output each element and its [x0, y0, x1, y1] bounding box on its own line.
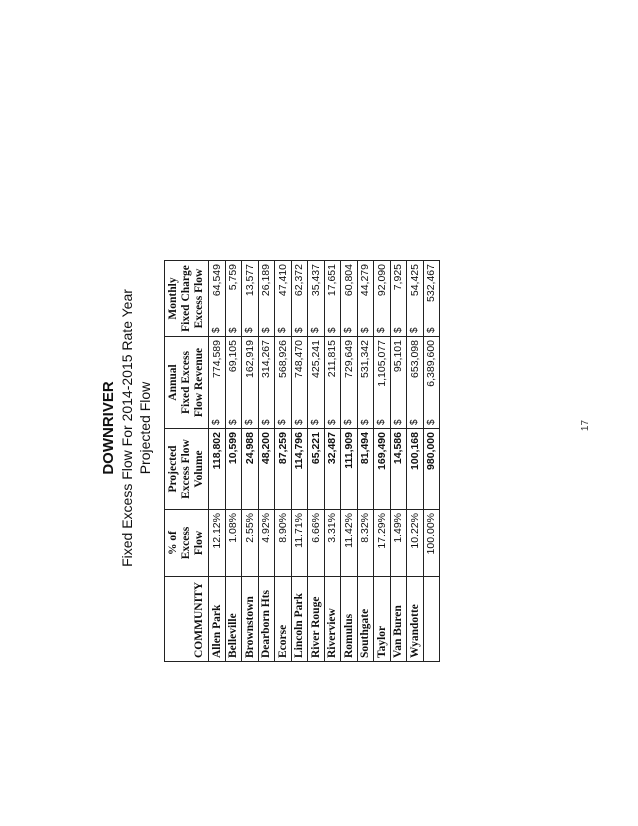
- cell-community: Dearborn Hts: [258, 577, 275, 662]
- cell-revenue: 211,815: [324, 337, 341, 418]
- cell-currency: $: [357, 325, 374, 337]
- page-subtitle: Fixed Excess Flow For 2014-2015 Rate Year: [119, 289, 135, 567]
- header-revenue: Annual Fixed Excess Flow Revenue: [165, 337, 209, 429]
- cell-community: Allen Park: [209, 577, 226, 662]
- cell-community: Taylor: [374, 577, 391, 662]
- table-row: [308, 261, 325, 662]
- cell-revenue: 531,342: [357, 337, 374, 418]
- header-row: [165, 261, 209, 662]
- cell-currency: $: [258, 417, 275, 429]
- cell-pct: 1.08%: [225, 510, 242, 577]
- cell-pct: 10.22%: [407, 510, 424, 577]
- page-title: DOWNRIVER: [100, 381, 117, 475]
- cell-volume: 24,988: [242, 429, 259, 510]
- cell-currency: $: [242, 325, 259, 337]
- cell-revenue: 162,919: [242, 337, 259, 418]
- cell-pct: 11.42%: [341, 510, 358, 577]
- cell-volume: 65,221: [308, 429, 325, 510]
- cell-volume: 32,487: [324, 429, 341, 510]
- cell-currency: $: [324, 325, 341, 337]
- cell-revenue: 729,649: [341, 337, 358, 418]
- table-row: [390, 261, 407, 662]
- cell-charge: 44,279: [357, 261, 374, 326]
- cell-community: Romulus: [341, 577, 358, 662]
- cell-currency: $: [308, 325, 325, 337]
- cell-charge: 7,925: [390, 261, 407, 326]
- table-row: [209, 261, 226, 662]
- cell-community: Wyandotte: [407, 577, 424, 662]
- table-row: [374, 261, 391, 662]
- cell-revenue: 425,241: [308, 337, 325, 418]
- total-volume: 980,000: [423, 429, 440, 510]
- cell-community: Lincoln Park: [291, 577, 308, 662]
- cell-community: Brownstown: [242, 577, 259, 662]
- cell-currency: $: [390, 325, 407, 337]
- page-number: 17: [580, 419, 592, 432]
- cell-pct: 6.66%: [308, 510, 325, 577]
- cell-revenue: 568,926: [275, 337, 292, 418]
- cell-community: Riverview: [324, 577, 341, 662]
- cell-currency: $: [275, 417, 292, 429]
- header-volume: Projected Excess Flow Volume: [165, 429, 209, 510]
- cell-revenue: 314,267: [258, 337, 275, 418]
- cell-pct: 4.92%: [258, 510, 275, 577]
- title-block: [99, 168, 154, 688]
- cell-volume: 111,909: [341, 429, 358, 510]
- table-row: [225, 261, 242, 662]
- cell-pct: 12.12%: [209, 510, 226, 577]
- cell-pct: 2.55%: [242, 510, 259, 577]
- cell-revenue: 748,470: [291, 337, 308, 418]
- cell-revenue: 95,101: [390, 337, 407, 418]
- cell-currency: $: [341, 325, 358, 337]
- cell-currency: $: [374, 325, 391, 337]
- cell-charge: 60,804: [341, 261, 358, 326]
- table-row: [242, 261, 259, 662]
- cell-volume: 10,599: [225, 429, 242, 510]
- cell-currency: $: [341, 417, 358, 429]
- cell-community-blank: [423, 577, 440, 662]
- cell-volume: 14,586: [390, 429, 407, 510]
- cell-volume: 48,200: [258, 429, 275, 510]
- cell-pct: 8.32%: [357, 510, 374, 577]
- cell-currency: $: [209, 325, 226, 337]
- cell-charge: 92,090: [374, 261, 391, 326]
- header-charge: Monthly Fixed Charge Excess Flow: [165, 261, 209, 337]
- header-community: COMMUNITY: [165, 577, 209, 662]
- cell-pct: 3.31%: [324, 510, 341, 577]
- cell-volume: 87,259: [275, 429, 292, 510]
- page-subtitle-2: Projected Flow: [137, 381, 153, 475]
- table-row: [407, 261, 424, 662]
- cell-currency: $: [225, 325, 242, 337]
- cell-charge: 47,410: [275, 261, 292, 326]
- total-charge: 532,467: [423, 261, 440, 326]
- cell-currency: $: [225, 417, 242, 429]
- cell-pct: 1.49%: [390, 510, 407, 577]
- rotated-page-content: [99, 168, 539, 688]
- cell-charge: 26,189: [258, 261, 275, 326]
- cell-charge: 13,577: [242, 261, 259, 326]
- cell-revenue: 69,105: [225, 337, 242, 418]
- cell-community: Van Buren: [390, 577, 407, 662]
- cell-community: River Rouge: [308, 577, 325, 662]
- cell-pct: 8.90%: [275, 510, 292, 577]
- cell-community: Ecorse: [275, 577, 292, 662]
- total-row: [423, 261, 440, 662]
- cell-currency: $: [407, 417, 424, 429]
- cell-volume: 114,796: [291, 429, 308, 510]
- cell-currency: $: [407, 325, 424, 337]
- cell-revenue: 1,105,077: [374, 337, 391, 418]
- cell-volume: 118,802: [209, 429, 226, 510]
- cell-currency: $: [291, 417, 308, 429]
- cell-community: Belleville: [225, 577, 242, 662]
- cell-currency: $: [423, 417, 440, 429]
- cell-volume: 100,168: [407, 429, 424, 510]
- cell-volume: 169,490: [374, 429, 391, 510]
- cell-currency: $: [374, 417, 391, 429]
- cell-currency: $: [423, 325, 440, 337]
- cell-charge: 64,549: [209, 261, 226, 326]
- cell-currency: $: [242, 417, 259, 429]
- cell-community: Southgate: [357, 577, 374, 662]
- cell-charge: 35,437: [308, 261, 325, 326]
- cell-charge: 54,425: [407, 261, 424, 326]
- cell-currency: $: [258, 325, 275, 337]
- excess-flow-table: [164, 260, 440, 662]
- cell-currency: $: [390, 417, 407, 429]
- cell-currency: $: [308, 417, 325, 429]
- cell-pct: 11.71%: [291, 510, 308, 577]
- table-row: [341, 261, 358, 662]
- total-revenue: 6,389,600: [423, 337, 440, 418]
- cell-volume: 81,494: [357, 429, 374, 510]
- table-row: [291, 261, 308, 662]
- cell-currency: $: [324, 417, 341, 429]
- cell-currency: $: [357, 417, 374, 429]
- cell-currency: $: [275, 325, 292, 337]
- cell-currency: $: [209, 417, 226, 429]
- cell-revenue: 774,589: [209, 337, 226, 418]
- table-row: [275, 261, 292, 662]
- table-row: [324, 261, 341, 662]
- header-pct: % of Excess Flow: [165, 510, 209, 577]
- cell-currency: $: [291, 325, 308, 337]
- cell-charge: 5,759: [225, 261, 242, 326]
- total-pct: 100.00%: [423, 510, 440, 577]
- cell-charge: 62,372: [291, 261, 308, 326]
- table-row: [258, 261, 275, 662]
- cell-charge: 17,651: [324, 261, 341, 326]
- table-row: [357, 261, 374, 662]
- cell-pct: 17.29%: [374, 510, 391, 577]
- cell-revenue: 653,098: [407, 337, 424, 418]
